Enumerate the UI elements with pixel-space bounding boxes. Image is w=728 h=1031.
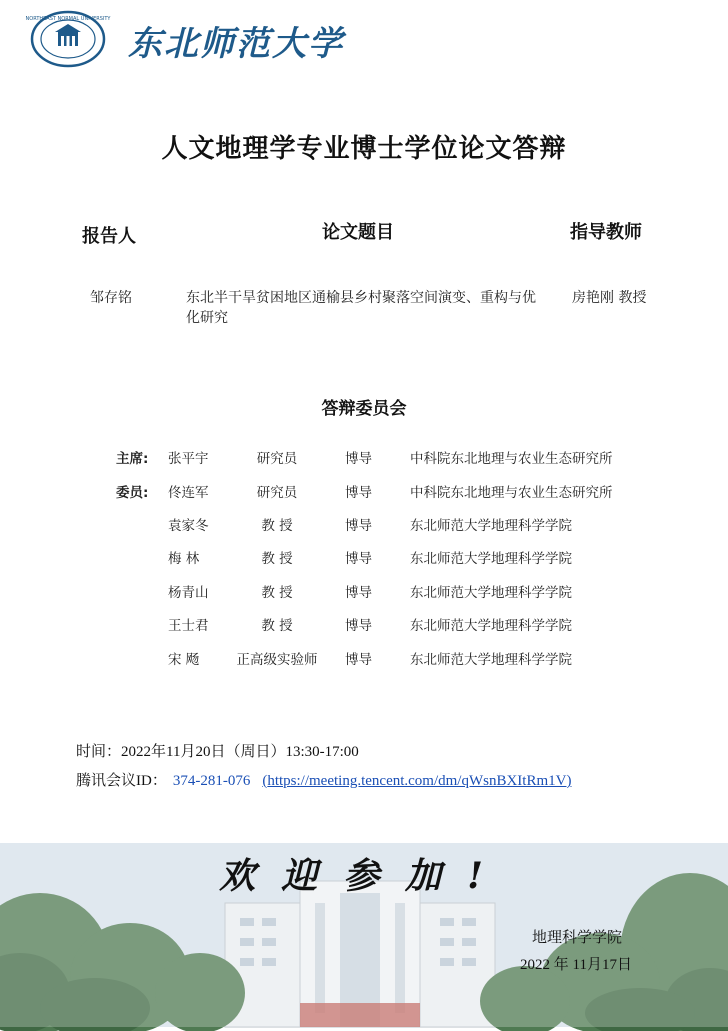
member-supervisor: 博导	[345, 618, 372, 634]
footer-organization: 地理科学学院	[532, 928, 623, 946]
member-title: 教 授	[261, 618, 293, 634]
member-name: 佟连军	[168, 485, 209, 501]
meeting-label: 腾讯会议ID：	[76, 773, 167, 789]
committee-row	[0, 581, 728, 601]
member-supervisor: 博导	[345, 485, 372, 501]
committee-row	[0, 447, 728, 467]
meeting-link[interactable]	[262, 773, 571, 789]
member-institution: 东北师范大学地理科学学院	[410, 551, 572, 567]
committee-title: 答辩委员会	[321, 399, 407, 419]
member-institution: 东北师范大学地理科学学院	[410, 585, 572, 601]
reporter-name: 邹存铭	[90, 290, 132, 306]
committee-row	[0, 547, 728, 567]
member-institution: 东北师范大学地理科学学院	[410, 518, 572, 534]
committee-row	[0, 514, 728, 534]
paren-open: (	[262, 773, 268, 789]
member-role: 主席:	[116, 451, 149, 467]
paren-close: )	[566, 773, 572, 789]
meeting-id: 374-281-076	[172, 773, 251, 789]
member-title: 教 授	[261, 585, 293, 601]
member-institution: 东北师范大学地理科学学院	[410, 618, 572, 634]
member-supervisor: 博导	[345, 652, 372, 668]
page-title: 人文地理学专业博士学位论文答辩	[161, 134, 567, 164]
member-name: 梅 林	[168, 551, 200, 567]
member-title: 正高级实验师	[236, 652, 318, 668]
member-title: 研究员	[256, 451, 298, 467]
member-name: 袁家冬	[168, 518, 209, 534]
meeting-link-text[interactable]: https://meeting.tencent.com/dm/qWsnBXItRm1V	[267, 773, 567, 789]
member-name: 宋 飏	[168, 652, 200, 668]
university-name-logo: 东北师范大学	[128, 24, 344, 64]
welcome-text: 欢迎参加!	[219, 855, 509, 897]
member-supervisor: 博导	[345, 518, 372, 534]
advisor-name: 房艳刚 教授	[572, 290, 647, 306]
svg-text:NORTHEAST NORMAL UNIVERSITY: NORTHEAST NORMAL UNIVERSITY	[25, 16, 111, 22]
university-seal-logo	[25, 10, 111, 68]
header-reporter: 报告人	[82, 226, 136, 247]
member-title: 研究员	[256, 485, 298, 501]
header-topic: 论文题目	[322, 222, 394, 243]
committee-row	[0, 614, 728, 634]
member-name: 张平宇	[168, 451, 209, 467]
member-title: 教 授	[261, 518, 293, 534]
committee-row	[0, 648, 728, 668]
member-institution: 中科院东北地理与农业生态研究所	[410, 485, 613, 501]
member-supervisor: 博导	[345, 451, 372, 467]
defense-time: 时间：2022年11月20日（周日）13:30-17:00	[76, 744, 359, 760]
member-supervisor: 博导	[345, 551, 372, 567]
member-institution: 东北师范大学地理科学学院	[410, 652, 572, 668]
footer-date: 2022 年 11月17日	[520, 957, 632, 973]
member-name: 杨青山	[168, 585, 209, 601]
thesis-topic: 东北半干旱贫困地区通榆县乡村聚落空间演变、重构与优化研究	[186, 290, 536, 326]
member-title: 教 授	[261, 551, 293, 567]
member-institution: 中科院东北地理与农业生态研究所	[410, 451, 613, 467]
committee-row	[0, 481, 728, 501]
meeting-info	[76, 769, 571, 790]
member-role: 委员:	[116, 485, 149, 501]
member-supervisor: 博导	[345, 585, 372, 601]
header-advisor: 指导教师	[570, 222, 642, 243]
member-name: 王士君	[168, 618, 209, 634]
